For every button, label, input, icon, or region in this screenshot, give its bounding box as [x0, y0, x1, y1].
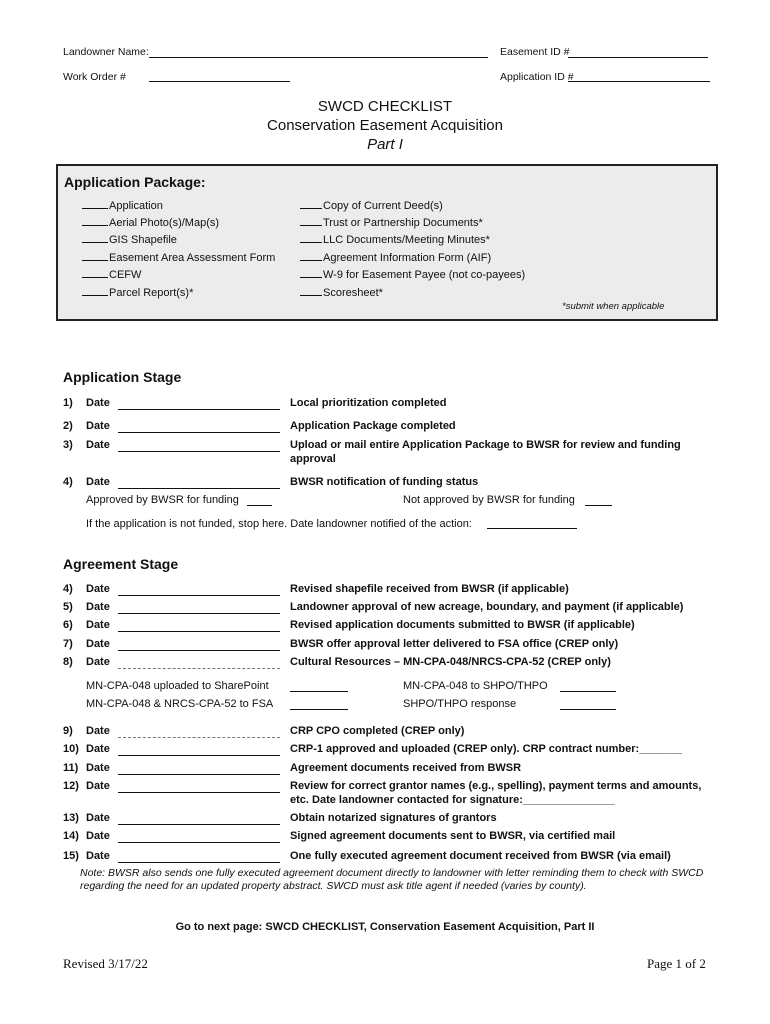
step-task: Obtain notarized signatures of grantors: [290, 812, 497, 824]
date-field[interactable]: [118, 432, 280, 433]
step-number: 3): [63, 439, 73, 451]
package-right-item[interactable]: Trust or Partnership Documents*: [300, 215, 483, 229]
package-left-item[interactable]: CEFW: [82, 267, 141, 281]
package-right-item[interactable]: Scoresheet*: [300, 285, 383, 299]
date-field[interactable]: [118, 755, 280, 756]
shpo-sent-field[interactable]: [560, 691, 616, 692]
date-field[interactable]: [118, 737, 280, 738]
application-id-field[interactable]: [568, 81, 710, 82]
shpo-sent-label: MN-CPA-048 to SHPO/THPO: [403, 680, 548, 692]
application-id-label: Application ID #: [500, 71, 574, 83]
date-field[interactable]: [118, 668, 280, 669]
package-left-item[interactable]: Parcel Report(s)*: [82, 285, 193, 299]
step-task: BWSR notification of funding status: [290, 476, 479, 488]
step-number: 4): [63, 583, 73, 595]
date-field[interactable]: [118, 650, 280, 651]
date-label: Date: [86, 830, 110, 842]
package-right-item[interactable]: W-9 for Easement Payee (not co-payees): [300, 267, 525, 281]
date-label: Date: [86, 725, 110, 737]
date-label: Date: [86, 812, 110, 824]
package-left-item[interactable]: Application: [82, 198, 163, 212]
agreement-note: Note: BWSR also sends one fully executed agreement document directly to landowner with letter reminding them to check with SWCD regarding the need for an updated property abstract. SWCD must ask title agent if needed (varies by county).: [80, 867, 704, 892]
step-number: 11): [63, 762, 79, 774]
landowner-notified-date-field[interactable]: [487, 528, 577, 529]
approved-label: Approved by BWSR for funding: [86, 494, 239, 506]
step-task: BWSR offer approval letter delivered to FSA office (CREP only): [290, 638, 619, 650]
date-field[interactable]: [118, 824, 280, 825]
shpo-response-field[interactable]: [560, 709, 616, 710]
date-label: Date: [86, 397, 110, 409]
package-left-item[interactable]: GIS Shapefile: [82, 232, 177, 246]
date-field[interactable]: [118, 862, 280, 863]
date-field[interactable]: [118, 595, 280, 596]
date-field[interactable]: [118, 631, 280, 632]
step-number: 1): [63, 397, 73, 409]
not-approved-label: Not approved by BWSR for funding: [403, 494, 575, 506]
step-task: One fully executed agreement document received from BWSR (via email): [290, 850, 671, 862]
date-label: Date: [86, 476, 110, 488]
agreement-stage-heading: Agreement Stage: [63, 556, 179, 572]
date-field[interactable]: [118, 792, 280, 793]
approved-field[interactable]: [247, 505, 272, 506]
step-number: 6): [63, 619, 73, 631]
date-label: Date: [86, 762, 110, 774]
step-number: 7): [63, 638, 73, 650]
step-number: 13): [63, 812, 79, 824]
step-task: Cultural Resources – MN-CPA-048/NRCS-CPA-52 (CREP only): [290, 656, 611, 668]
next-page-instruction: Go to next page: SWCD CHECKLIST, Conservation Easement Acquisition, Part II: [175, 921, 595, 933]
step-number: 5): [63, 601, 73, 613]
easement-id-label: Easement ID #: [500, 46, 570, 58]
step-number: 4): [63, 476, 73, 488]
step-task: Revised shapefile received from BWSR (if applicable): [290, 583, 569, 595]
date-label: Date: [86, 780, 110, 792]
step-number: 2): [63, 420, 73, 432]
page-subtitle: Conservation Easement Acquisition: [267, 117, 503, 134]
date-label: Date: [86, 583, 110, 595]
step-task: Review for correct grantor names (e.g., spelling), payment terms and amounts, etc. Date landowner contacted for signature:_______________: [290, 780, 702, 806]
step-task: Application Package completed: [290, 420, 456, 432]
not-funded-note: If the application is not funded, stop here. Date landowner notified of the action:: [86, 518, 472, 530]
date-label: Date: [86, 638, 110, 650]
date-field[interactable]: [118, 451, 280, 452]
step-task: CRP-1 approved and uploaded (CREP only). CRP contract number:_______: [290, 743, 683, 755]
date-label: Date: [86, 850, 110, 862]
date-label: Date: [86, 656, 110, 668]
page-number: Page 1 of 2: [647, 956, 706, 971]
step-task: Signed agreement documents sent to BWSR, via certified mail: [290, 830, 616, 842]
work-order-field[interactable]: [149, 81, 290, 82]
date-label: Date: [86, 619, 110, 631]
not-approved-field[interactable]: [585, 505, 612, 506]
step-number: 14): [63, 830, 79, 842]
shpo-response-label: SHPO/THPO response: [403, 698, 517, 710]
date-label: Date: [86, 439, 110, 451]
step-task: Landowner approval of new acreage, boundary, and payment (if applicable): [290, 601, 684, 613]
step-task: CRP CPO completed (CREP only): [290, 725, 465, 737]
package-right-item[interactable]: Copy of Current Deed(s): [300, 198, 443, 212]
landowner-name-field[interactable]: [149, 57, 488, 58]
step-task: Local prioritization completed: [290, 397, 447, 409]
page-part: Part I: [367, 136, 403, 153]
package-left-item[interactable]: Easement Area Assessment Form: [82, 250, 275, 264]
fsa-submission-label: MN-CPA-048 & NRCS-CPA-52 to FSA: [86, 698, 274, 710]
step-number: 8): [63, 656, 73, 668]
landowner-name-label: Landowner Name:: [63, 46, 149, 58]
fsa-submission-field[interactable]: [290, 709, 348, 710]
application-package-heading: Application Package:: [64, 174, 206, 190]
date-field[interactable]: [118, 409, 280, 410]
date-field[interactable]: [118, 842, 280, 843]
step-number: 10): [63, 743, 79, 755]
package-right-item[interactable]: LLC Documents/Meeting Minutes*: [300, 232, 490, 246]
step-task: Agreement documents received from BWSR: [290, 762, 522, 774]
step-task: Upload or mail entire Application Package to BWSR for review and funding approval: [290, 439, 681, 465]
work-order-label: Work Order #: [63, 71, 126, 83]
package-left-item[interactable]: Aerial Photo(s)/Map(s): [82, 215, 219, 229]
date-label: Date: [86, 420, 110, 432]
package-footnote: *submit when applicable: [562, 301, 665, 312]
step-number: 15): [63, 850, 79, 862]
sharepoint-upload-label: MN-CPA-048 uploaded to SharePoint: [86, 680, 269, 692]
application-stage-heading: Application Stage: [63, 369, 182, 385]
step-number: 12): [63, 780, 79, 792]
sharepoint-upload-field[interactable]: [290, 691, 348, 692]
date-field[interactable]: [118, 488, 280, 489]
date-label: Date: [86, 743, 110, 755]
easement-id-field[interactable]: [568, 57, 708, 58]
step-number: 9): [63, 725, 73, 737]
step-task: Revised application documents submitted to BWSR (if applicable): [290, 619, 635, 631]
revision-date: Revised 3/17/22: [63, 956, 148, 971]
page-title: SWCD CHECKLIST: [317, 98, 453, 115]
date-label: Date: [86, 601, 110, 613]
package-right-item[interactable]: Agreement Information Form (AIF): [300, 250, 491, 264]
date-field[interactable]: [118, 774, 280, 775]
date-field[interactable]: [118, 613, 280, 614]
